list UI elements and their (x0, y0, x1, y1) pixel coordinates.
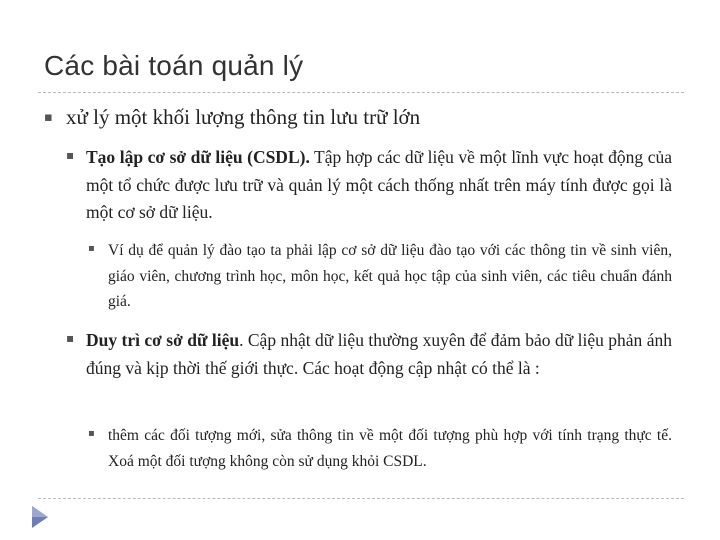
bullet-icon: ▪ (88, 243, 95, 254)
bullet-icon: ▪ (44, 110, 53, 125)
title-divider (38, 92, 684, 93)
point2-body: . Cập nhật dữ liệu thường xuyên để đảm bảo dữ liệu phản ánh đúng và kịp thời thế giới thực. Các hoạt động cập nhật có thể là : (86, 330, 672, 378)
point1-body: Tập hợp các dữ liệu về một lĩnh vực hoạt động của một tổ chức được lưu trữ và quản lý một cách thống nhất trên máy tính được gọi là một cơ sở dữ liệu. (86, 147, 672, 222)
play-arrow-highlight (32, 506, 48, 517)
level1-text: xử lý một khối lượng thông tin lưu trữ lớn (66, 105, 421, 129)
point1-example: Ví dụ để quản lý đào tạo ta phải lập cơ sở dữ liệu đào tạo với các thông tin về sinh viên, giáo viên, chương trình học, môn học, kết quả học tập của sinh viên, các tiêu chuẩn đánh giá. (108, 242, 672, 310)
point1-heading: Tạo lập cơ sở dữ liệu (CSDL). (86, 147, 310, 167)
bullet-icon: ▪ (88, 428, 95, 439)
point2-heading: Duy trì cơ sở dữ liệu (86, 330, 240, 350)
bullet-icon: ▪ (66, 331, 75, 345)
slide-title: Các bài toán quản lý (44, 50, 304, 81)
slide-nav-icon[interactable] (26, 502, 54, 532)
point1-paragraph (86, 144, 672, 227)
bullet-icon: ▪ (66, 148, 75, 162)
point2-example: thêm các đối tượng mới, sửa thông tin về một đối tượng phù hợp với tính trạng thực tế. Xoá một đối tượng không còn sử dụng khỏi CSDL. (108, 427, 672, 470)
point2-paragraph (86, 327, 672, 382)
bottom-divider (38, 498, 684, 499)
